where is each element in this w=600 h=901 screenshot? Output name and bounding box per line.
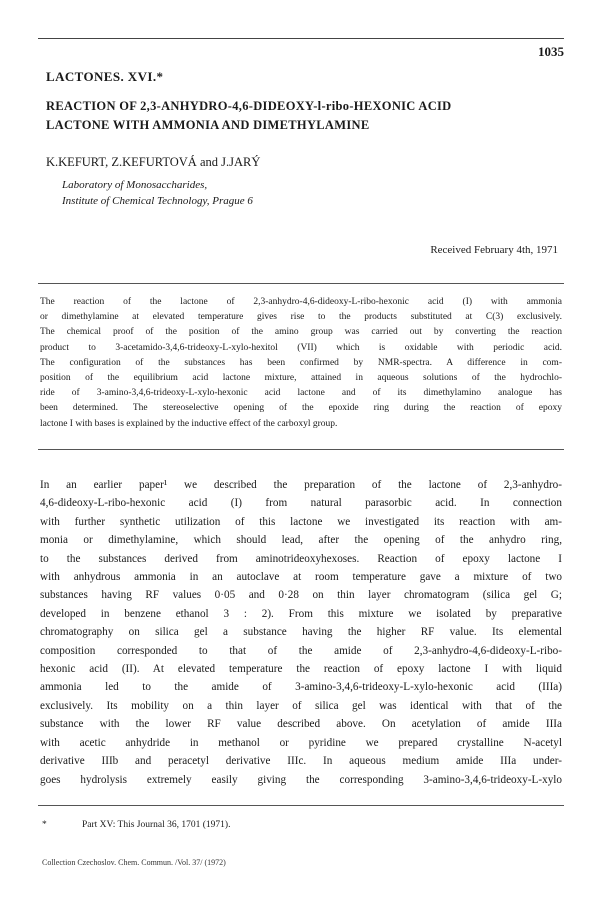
body-line: hexonic acid (II). At elevated temperature the reaction of epoxy lactone I with liquid <box>40 663 562 676</box>
body-line: monia or dimethylamine, which should lead, after the opening of the anhydro ring, <box>40 534 562 547</box>
body-line: substance with the lower RF value described above. On acetylation of amide IIIa <box>40 718 562 731</box>
body-line: with anhydrous ammonia in an autoclave at room temperature gave a mixture of two <box>40 571 562 584</box>
article-title <box>46 97 566 135</box>
body-line: composition corresponded to that of the amide of 2,3-anhydro-4,6-dideoxy-L-ribo- <box>40 644 562 657</box>
title-line: LACTONE WITH AMMONIA AND DIMETHYLAMINE <box>46 118 370 132</box>
body-line: chromatography on silica gel a substance having the higher RF value. Its elemental <box>40 626 562 639</box>
abstract-line: lactone I with bases is explained by the inductive effect of the carboxyl group. <box>40 418 338 429</box>
body-line: In an earlier paper¹ we described the preparation of the lactone of 2,3-anhydro- <box>40 479 562 491</box>
body-line: with acetic anhydride in methanol or pyridine we prepared crystalline N-acetyl <box>40 736 562 749</box>
body-line: with further synthetic utilization of this lactone we investigated its reaction with am- <box>40 515 562 528</box>
abstract-line: been determined. The stereoselective opening of the epoxide ring during the reaction of epoxy <box>40 403 562 414</box>
footnote-rule <box>38 805 564 806</box>
abstract-top-rule <box>38 283 564 284</box>
abstract-bottom-rule <box>38 449 564 450</box>
abstract-line: The configuration of the substances has been confirmed by NMR-spectra. A difference in com- <box>40 357 562 368</box>
abstract <box>40 295 562 432</box>
body-line: ammonia led to the amide of 3-amino-3,4,6-trideoxy-L-xylo-hexonic acid (IIIa) <box>40 681 562 694</box>
header-rule <box>38 38 564 39</box>
footnote-mark: * <box>42 820 47 830</box>
footnote-text: Part XV: This Journal 36, 1701 (1971). <box>82 820 231 830</box>
body-line: exclusively. Its mobility on a thin layer of silica gel was identical with that of the <box>40 699 562 712</box>
abstract-line: or dimethylamine at elevated temperature gives rise to the products substituted at C(3) exclusively. <box>40 312 562 323</box>
authors: K.KEFURT, Z.KEFURTOVÁ and J.JARÝ <box>46 155 261 169</box>
body-line: derivative IIIb and peracetyl derivative IIIc. In aqueous medium amide IIIa under- <box>40 755 562 768</box>
abstract-line: ride of 3-amino-3,4,6-trideoxy-L-xylo-hexonic acid lactone and of its dimethylamino analogue has <box>40 388 562 399</box>
title-line: REACTION OF 2,3-ANHYDRO-4,6-DIDEOXY-l-ribo-HEXONIC ACID <box>46 99 452 113</box>
body-line: 4,6-dideoxy-L-ribo-hexonic acid (I) from natural parasorbic acid. In connection <box>40 497 562 510</box>
abstract-line: position of the equilibrium acid lactone mixture, attained in aqueous solutions of the hydrochlo- <box>40 373 562 384</box>
abstract-line: product to 3-acetamido-3,4,6-trideoxy-L-xylo-hexitol (VII) which is oxidable with periodic acid. <box>40 342 562 353</box>
footnote <box>42 820 230 830</box>
body-line: substances having RF values 0·05 and 0·28 on thin layer chromatogram (silica gel G; <box>40 589 562 602</box>
body-line: developed in benzene ethanol 3 : 2). From this mixture we isolated by preparative <box>40 607 562 620</box>
abstract-line: The reaction of the lactone of 2,3-anhydro-4,6-dideoxy-L-ribo-hexonic acid (I) with ammonia <box>40 297 562 307</box>
series-title: LACTONES. XVI.* <box>46 69 164 84</box>
abstract-line: The chemical proof of the position of the amino group was carried out by converting the reaction <box>40 327 562 338</box>
page-number: 1035 <box>538 44 564 59</box>
journal-footer: Collection Czechoslov. Chem. Commun. /Vol. 37/ (1972) <box>42 858 226 867</box>
body-text <box>40 476 562 789</box>
body-line: to the substances derived from aminotrideoxyhexoses. Reaction of epoxy lactone I <box>40 552 562 565</box>
received-date: Received February 4th, 1971 <box>430 244 558 256</box>
body-line: goes hydrolysis extremely easily giving the corresponding 3-amino-3,4,6-trideoxy-L-xylo <box>40 773 562 786</box>
affiliation-line: Laboratory of Monosaccharides, <box>62 179 208 191</box>
affiliation-line: Institute of Chemical Technology, Prague 6 <box>62 195 253 207</box>
